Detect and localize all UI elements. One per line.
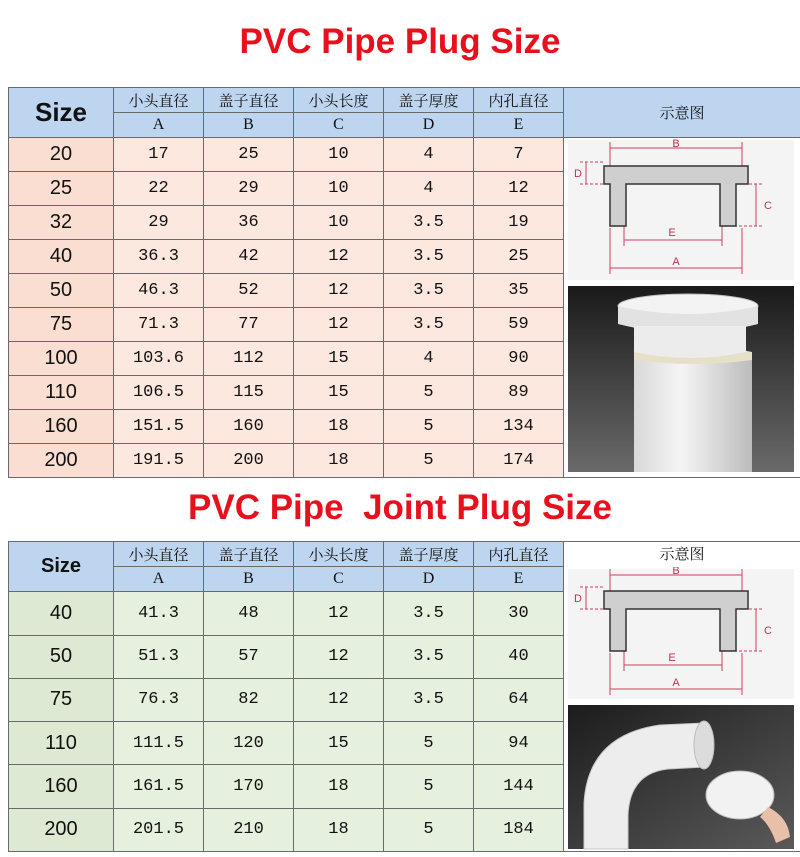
header-letter-e: E [474,113,564,138]
header-col-b: 盖子直径 [204,88,294,113]
value-e: 134 [474,410,564,444]
value-b: 29 [204,172,294,206]
value-d: 3.5 [384,592,474,635]
table2-title: PVC Pipe Joint Plug Size [188,488,612,527]
label-b: B [672,138,680,150]
header-col-d: 盖子厚度 [384,88,474,113]
header-diagram: 示意图 [564,88,800,138]
value-a: 41.3 [114,592,204,635]
value-e: 7 [474,138,564,172]
value-c: 12 [294,240,384,274]
value-b: 112 [204,342,294,376]
value-a: 191.5 [114,444,204,478]
diagram-background [568,569,794,699]
value-e: 59 [474,308,564,342]
value-a: 201.5 [114,808,204,851]
header-letter-d: D [384,567,474,592]
value-b: 48 [204,592,294,635]
value-c: 15 [294,376,384,410]
value-d: 4 [384,172,474,206]
value-e: 12 [474,172,564,206]
value-b: 57 [204,635,294,678]
header-letter-e: E [474,567,564,592]
size-cell: 200 [9,444,114,478]
size-cell: 32 [9,206,114,240]
value-b: 160 [204,410,294,444]
value-e: 90 [474,342,564,376]
label-a: A [672,256,680,268]
value-c: 15 [294,342,384,376]
size-cell: 20 [9,138,114,172]
value-d: 5 [384,765,474,808]
value-e: 184 [474,808,564,851]
value-c: 15 [294,722,384,765]
value-d: 3.5 [384,206,474,240]
value-c: 18 [294,410,384,444]
value-d: 3.5 [384,678,474,721]
value-a: 151.5 [114,410,204,444]
label-d: D [574,168,582,180]
plug-diagram [564,138,799,474]
value-b: 42 [204,240,294,274]
value-e: 89 [474,376,564,410]
value-a: 111.5 [114,722,204,765]
size-cell: 50 [9,635,114,678]
value-d: 5 [384,808,474,851]
value-a: 103.6 [114,342,204,376]
label-c: C [764,625,772,637]
value-c: 10 [294,172,384,206]
header-col-d: 盖子厚度 [384,542,474,567]
value-a: 51.3 [114,635,204,678]
size-cell: 50 [9,274,114,308]
size-cell: 40 [9,592,114,635]
value-c: 12 [294,635,384,678]
table1-title: PVC Pipe Plug Size [239,22,561,61]
value-a: 36.3 [114,240,204,274]
value-c: 12 [294,592,384,635]
value-b: 210 [204,808,294,851]
size-cell: 160 [9,410,114,444]
header-col-e: 内孔直径 [474,542,564,567]
label-e: E [668,652,676,664]
header-col-a: 小头直径 [114,88,204,113]
value-d: 5 [384,376,474,410]
header-diagram: 示意图 [659,545,705,563]
value-c: 10 [294,138,384,172]
value-a: 71.3 [114,308,204,342]
label-c: C [764,200,772,212]
value-e: 40 [474,635,564,678]
value-a: 76.3 [114,678,204,721]
label-b: B [672,567,680,577]
size-cell: 75 [9,308,114,342]
diagram-panel [564,138,800,478]
header-col-b: 盖子直径 [204,542,294,567]
value-b: 52 [204,274,294,308]
value-b: 200 [204,444,294,478]
diagram-panel [564,542,800,852]
size-cell: 40 [9,240,114,274]
value-c: 12 [294,274,384,308]
value-d: 3.5 [384,240,474,274]
value-d: 5 [384,410,474,444]
value-b: 77 [204,308,294,342]
size-cell: 200 [9,808,114,851]
label-e: E [668,227,676,239]
value-b: 115 [204,376,294,410]
header-size: Size [9,88,114,138]
value-e: 64 [474,678,564,721]
header-letter-a: A [114,113,204,138]
value-b: 36 [204,206,294,240]
value-e: 25 [474,240,564,274]
size-cell: 110 [9,376,114,410]
value-d: 5 [384,722,474,765]
value-e: 19 [474,206,564,240]
value-a: 29 [114,206,204,240]
elbow-socket [694,721,714,769]
size-cell: 75 [9,678,114,721]
size-cell: 100 [9,342,114,376]
value-d: 4 [384,342,474,376]
size-cell: 110 [9,722,114,765]
diagram-background [568,140,794,280]
value-d: 3.5 [384,635,474,678]
size-cell: 160 [9,765,114,808]
value-c: 12 [294,678,384,721]
value-b: 170 [204,765,294,808]
header-col-c: 小头长度 [294,88,384,113]
label-a: A [672,677,680,689]
value-a: 22 [114,172,204,206]
header-letter-c: C [294,113,384,138]
value-a: 46.3 [114,274,204,308]
value-c: 12 [294,308,384,342]
header-letter-b: B [204,567,294,592]
header-letter-c: C [294,567,384,592]
value-c: 18 [294,765,384,808]
value-d: 3.5 [384,274,474,308]
plug-insert [634,326,746,358]
table-row [9,138,800,172]
value-e: 174 [474,444,564,478]
value-e: 35 [474,274,564,308]
value-e: 30 [474,592,564,635]
value-d: 3.5 [384,308,474,342]
label-d: D [574,593,582,605]
value-d: 5 [384,444,474,478]
value-d: 4 [384,138,474,172]
value-c: 18 [294,808,384,851]
size-cell: 25 [9,172,114,206]
pipe-plug-size-table [8,87,800,478]
header-col-e: 内孔直径 [474,88,564,113]
header-size: Size [9,542,114,592]
plug-cap [706,771,774,819]
header-col-a: 小头直径 [114,542,204,567]
pipe-body [634,352,752,472]
value-e: 94 [474,722,564,765]
value-c: 18 [294,444,384,478]
value-a: 17 [114,138,204,172]
value-b: 120 [204,722,294,765]
value-b: 82 [204,678,294,721]
value-a: 161.5 [114,765,204,808]
header-letter-b: B [204,113,294,138]
header-letter-a: A [114,567,204,592]
value-e: 144 [474,765,564,808]
value-c: 10 [294,206,384,240]
header-col-c: 小头长度 [294,542,384,567]
joint-plug-size-table [8,541,800,852]
header-letter-d: D [384,113,474,138]
value-b: 25 [204,138,294,172]
joint-plug-diagram [564,567,799,851]
value-a: 106.5 [114,376,204,410]
